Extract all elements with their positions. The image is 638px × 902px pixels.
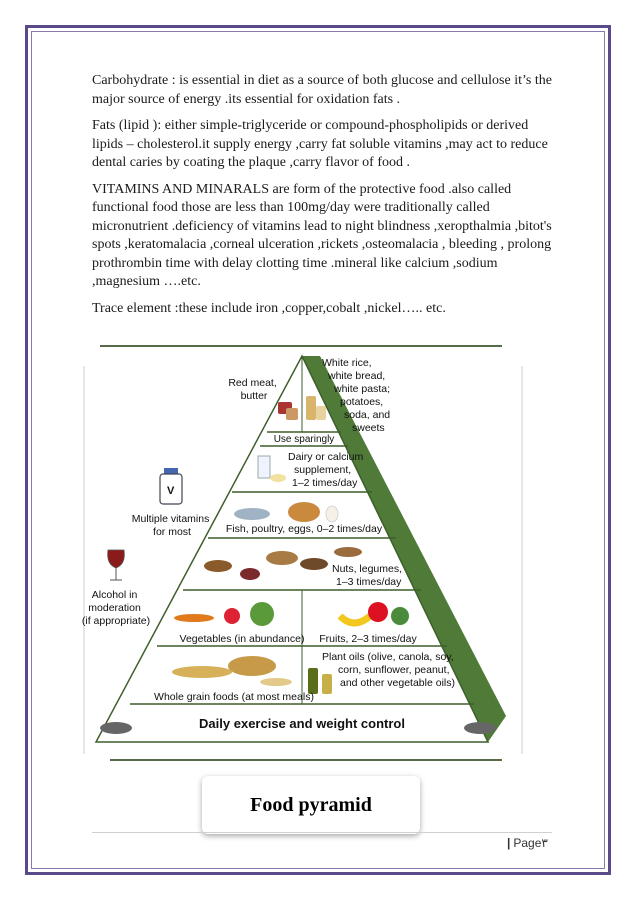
- label-nuts-legumes: Nuts, legumes, 1–3 times/day: [332, 563, 403, 588]
- label-alcohol: Alcohol in moderation (if appropriate): [82, 589, 151, 627]
- label-dairy: Dairy or calcium supplement, 1–2 times/day: [288, 451, 364, 489]
- footer-rule: [92, 832, 552, 833]
- label-vegetables: Vegetables (in abundance): [179, 633, 305, 645]
- body-text: [92, 72, 562, 326]
- page-number: [507, 836, 548, 850]
- label-plant-oils: Plant oils (olive, canola, soy, corn, sunflower, peanut, and other vegetable oils): [322, 651, 455, 689]
- label-whole-grain: Whole grain foods (at most meals): [154, 691, 314, 703]
- food-pyramid-figure: [82, 344, 524, 764]
- label-daily-exercise: Daily exercise and weight control: [199, 716, 405, 731]
- label-use-sparingly: Use sparingly: [273, 434, 335, 445]
- paragraph-trace-elements: Trace element :these include iron ,copper,cobalt ,nickel….. etc.: [92, 300, 446, 316]
- label-fish-poultry-eggs: Fish, poultry, eggs, 0–2 times/day: [225, 523, 383, 535]
- food-pyramid-image: [82, 344, 524, 764]
- page-number-separator: |: [507, 836, 511, 850]
- paragraph-carbohydrate: Carbohydrate : is essential in diet as a source of both glucose and cellulose it’s the major source of energy .its essential for oxidation fats .: [92, 73, 552, 107]
- paragraph-fats: Fats (lipid ): either simple-triglyceride or compound-phospholipids or derived lipids – cholesterol.it supply energy ,carry fat soluble vitamins ,may act to reduce dental caries by coating the plaque ,carry flavor of food .: [92, 118, 548, 170]
- label-multiple-vitamins: Multiple vitamins for most: [131, 513, 210, 538]
- label-white-rice: White rice, white bread, white pasta; potatoes, soda, and sweets: [322, 357, 391, 434]
- paragraph-vitamins: VITAMINS AND MINARALS are form of the protective food .also called functional food those are less than 100mg/day were traditionally called micronutrient .deficiency of vitamins lead to night blindness ,xeropthalmia ,bitot's spots ,keratomalacia ,corneal ulceration ,rickets ,osteomalacia , bleeding , prolong prothrombin time with delay clotting time .mineral like calcium ,sodium ,magnesium ….etc.: [92, 181, 552, 289]
- vitamin-bottle-label: V: [167, 485, 175, 497]
- figure-caption: Food pyramid: [202, 776, 420, 834]
- page-number-label: Page٣: [513, 836, 548, 850]
- label-fruits: Fruits, 2–3 times/day: [319, 633, 417, 645]
- label-red-meat: Red meat, butter: [228, 377, 277, 402]
